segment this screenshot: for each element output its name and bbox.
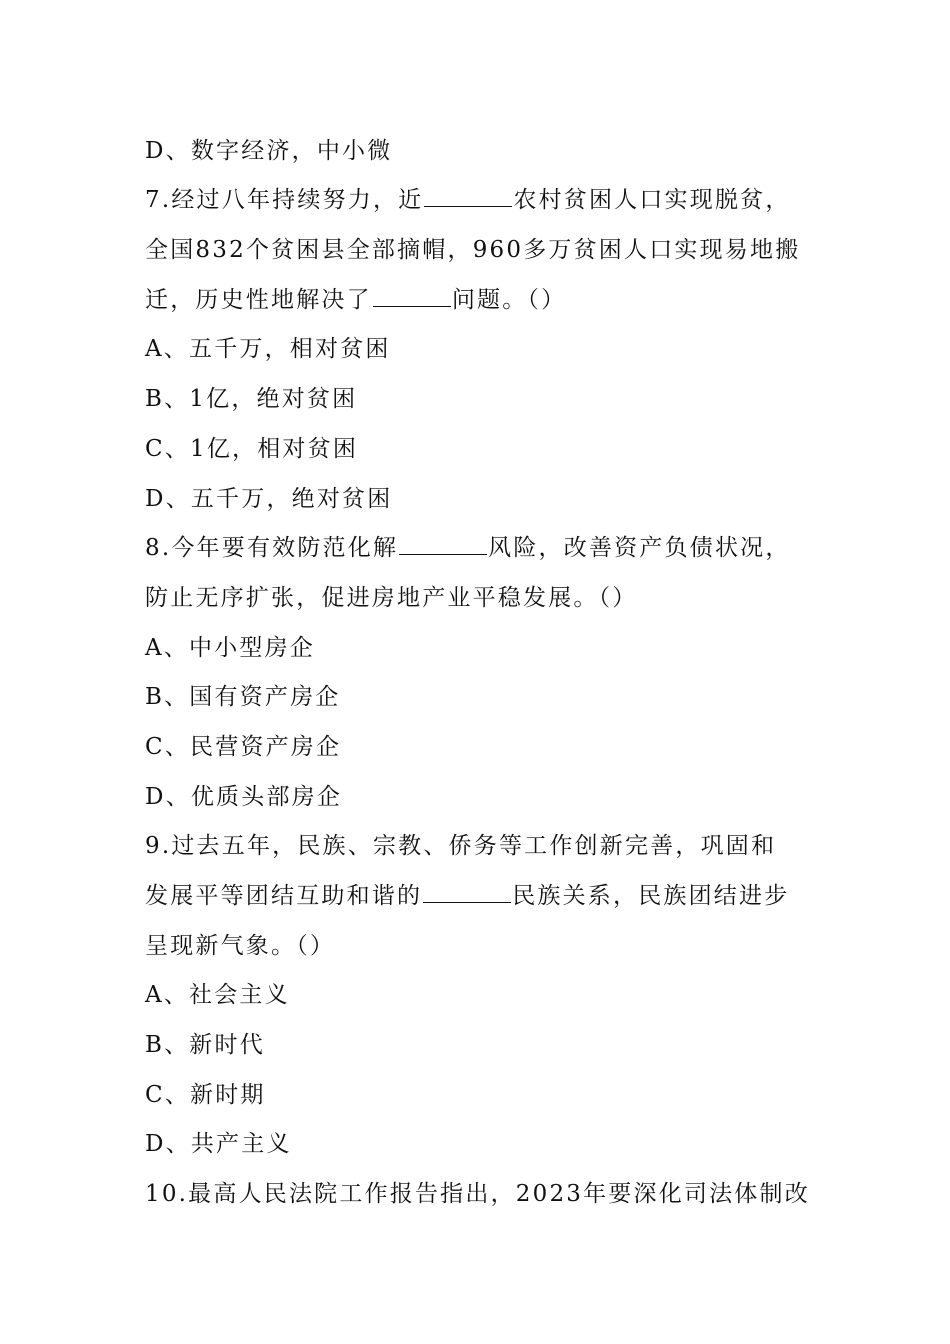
option-text: C、1亿，相对贫困 [145, 436, 359, 462]
question-text: 发展平等团结互助和谐的 [145, 883, 423, 909]
option-d-q7 [145, 484, 825, 514]
answer-blank [373, 286, 451, 307]
option-text: A、社会主义 [145, 982, 290, 1008]
question-text: 8.今年要有效防范化解 [145, 535, 399, 561]
question-7-line-2 [145, 235, 825, 265]
question-text: 防止无序扩张，促进房地产业平稳发展。（） [145, 585, 638, 611]
question-10-line-1 [145, 1179, 825, 1209]
option-a-q8 [145, 633, 825, 663]
option-text: B、新时代 [145, 1032, 265, 1058]
option-d-q8 [145, 782, 825, 812]
option-b-q8 [145, 682, 825, 712]
question-text: 全国832个贫困县全部摘帽，960多万贫困人口实现易地搬 [145, 237, 801, 263]
option-a-q7 [145, 334, 825, 364]
option-text: A、中小型房企 [145, 635, 316, 661]
question-text: 7.经过八年持续努力，近 [145, 187, 424, 213]
option-text: D、优质头部房企 [145, 784, 343, 810]
question-text: 9.过去五年，民族、宗教、侨务等工作创新完善，巩固和 [145, 833, 777, 859]
option-c-q8 [145, 732, 825, 762]
option-text: D、共产主义 [145, 1131, 292, 1157]
answer-blank [423, 882, 511, 903]
question-7-line-1 [145, 185, 825, 215]
question-8-line-2 [145, 583, 825, 613]
option-text: B、国有资产房企 [145, 684, 341, 710]
option-b-q9 [145, 1030, 825, 1060]
question-8-line-1 [145, 533, 825, 563]
option-c-q9 [145, 1080, 825, 1110]
answer-blank [424, 186, 512, 207]
option-text: C、民营资产房企 [145, 734, 342, 760]
question-text: 农村贫困人口实现脱贫， [513, 187, 791, 213]
question-text: 10.最高人民法院工作报告指出，2023年要深化司法体制改 [145, 1181, 810, 1207]
option-c-q7 [145, 434, 825, 464]
option-d-q6 [145, 136, 825, 166]
option-text: C、新时期 [145, 1082, 266, 1108]
answer-blank [399, 534, 487, 555]
option-text: D、五千万，绝对贫困 [145, 486, 393, 512]
option-d-q9 [145, 1129, 825, 1159]
question-text: 迁，历史性地解决了 [145, 287, 372, 313]
question-7-line-3 [145, 285, 825, 315]
question-text: 问题。（） [451, 287, 567, 313]
option-a-q9 [145, 980, 825, 1010]
question-9-line-1 [145, 831, 825, 861]
option-text: B、1亿，绝对贫困 [145, 386, 358, 412]
question-text: 风险，改善资产负债状况， [488, 535, 791, 561]
option-b-q7 [145, 384, 825, 414]
option-text: D、数字经济，中小微 [145, 138, 393, 164]
question-text: 民族关系，民族团结进步 [512, 883, 790, 909]
option-text: A、五千万，相对贫困 [145, 336, 391, 362]
question-text: 呈现新气象。（） [145, 933, 336, 959]
question-9-line-3 [145, 931, 825, 961]
question-9-line-2 [145, 881, 825, 911]
